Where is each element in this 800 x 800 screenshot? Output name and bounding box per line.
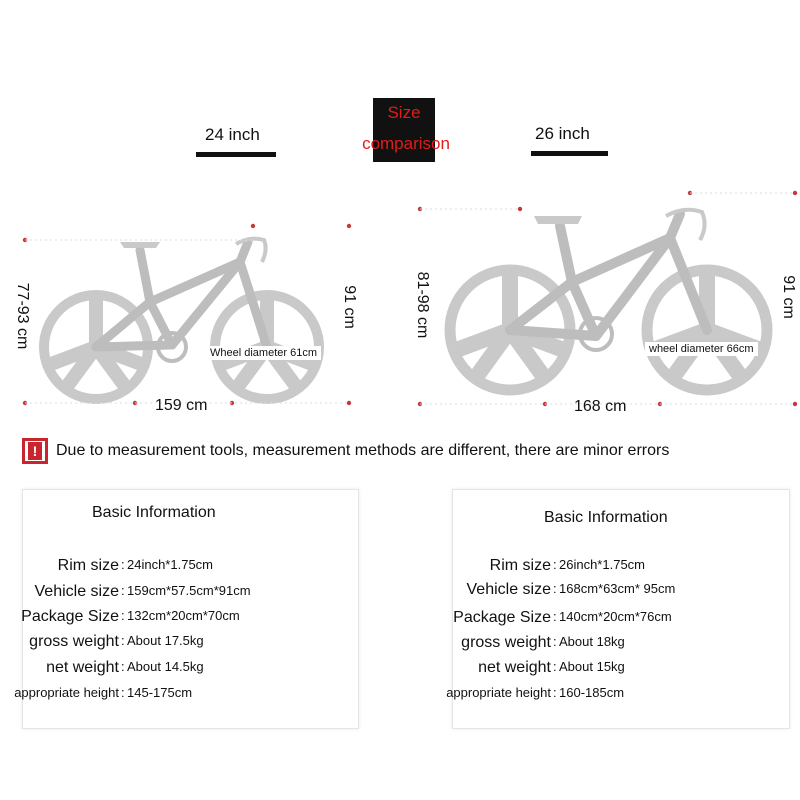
info-row-key: gross weight xyxy=(29,633,119,650)
info-row-colon: : xyxy=(553,581,557,596)
small-bike-label-underline xyxy=(196,152,276,157)
warning-exclamation-icon xyxy=(22,438,48,464)
small-wheel-diameter: Wheel diameter 61cm xyxy=(206,346,321,360)
comparison-word: comparison xyxy=(362,134,450,153)
large-bike-label: 26 inch xyxy=(535,124,590,143)
small-bike-handlebar-height: 91 cm xyxy=(341,285,358,329)
info-row-value: 159cm*57.5cm*91cm xyxy=(127,583,251,598)
size-word: Size xyxy=(387,103,421,122)
info-row-key: Package Size xyxy=(21,608,119,625)
info-row-colon: : xyxy=(553,557,557,572)
info-row-key: appropriate height xyxy=(14,685,119,700)
info-row-key: gross weight xyxy=(461,634,551,651)
info-row-colon: : xyxy=(121,633,125,648)
small-bike-label: 24 inch xyxy=(205,125,260,144)
info-row-key: Rim size xyxy=(489,557,551,574)
info-row-value: 140cm*20cm*76cm xyxy=(559,609,672,624)
info-row-colon: : xyxy=(121,608,125,623)
large-bike-illustration xyxy=(450,210,767,390)
info-row-colon: : xyxy=(553,634,557,649)
info-row-value: 24inch*1.75cm xyxy=(127,557,213,572)
small-bike-height: 77-93 cm xyxy=(14,282,31,350)
info-row-key: appropriate height xyxy=(446,685,551,700)
warning-glyph: ! xyxy=(28,442,42,460)
info-row-value: About 18kg xyxy=(559,634,625,649)
small-bike-length: 159 cm xyxy=(155,397,208,414)
info-row-value: About 15kg xyxy=(559,659,625,674)
large-bike-handlebar-height: 91 cm xyxy=(780,275,797,319)
info-row-colon: : xyxy=(553,609,557,624)
small-bike-illustration xyxy=(44,239,319,399)
info-row-key: Vehicle size xyxy=(466,581,551,598)
measurement-warning xyxy=(22,436,669,466)
info-row-colon: : xyxy=(121,685,125,700)
info-row-key: Vehicle size xyxy=(34,583,119,600)
bike-comparison-illustration xyxy=(0,180,800,420)
info-row-colon: : xyxy=(121,583,125,598)
info-row-value: 160-185cm xyxy=(559,685,625,700)
info-row-value: 132cm*20cm*70cm xyxy=(127,608,240,623)
info-row-colon: : xyxy=(121,659,125,674)
info-row-key: net weight xyxy=(46,659,119,676)
info-panel-24-title: Basic Information xyxy=(92,504,216,521)
info-row-key: Rim size xyxy=(57,557,119,574)
info-row-value: 26inch*1.75cm xyxy=(559,557,645,572)
info-row-colon: : xyxy=(553,685,557,700)
info-row-key: Package Size xyxy=(453,609,551,626)
info-row-colon: : xyxy=(553,659,557,674)
warning-text: Due to measurement tools, measurement methods are different, there are minor errors xyxy=(56,442,670,459)
info-row-value: 145-175cm xyxy=(127,685,193,700)
info-panel-26-title: Basic Information xyxy=(544,509,668,526)
large-wheel-diameter: wheel diameter 66cm xyxy=(645,342,758,356)
large-bike-height: 81-98 cm xyxy=(414,271,431,339)
large-bike-label-underline xyxy=(531,151,608,156)
info-row-key: net weight xyxy=(478,659,551,676)
info-row-colon: : xyxy=(121,557,125,572)
info-row-value: 168cm*63cm* 95cm xyxy=(559,581,676,596)
info-row-value: About 14.5kg xyxy=(127,659,204,674)
large-bike-length: 168 cm xyxy=(574,398,627,415)
info-row-value: About 17.5kg xyxy=(127,633,204,648)
